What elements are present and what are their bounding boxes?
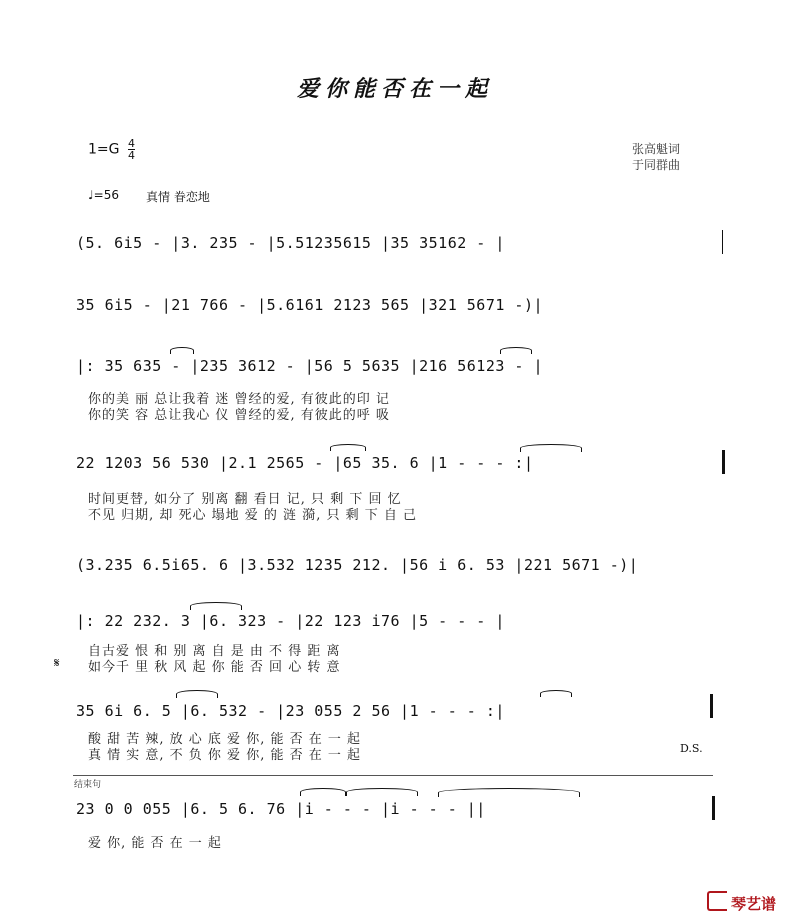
key-label: 1=G (88, 141, 120, 158)
segno-sign: 𝄋 (54, 656, 60, 671)
staff-row-6: |: 22 232. 3 |6. 323 - |22 123 i76 |5 - - - | (76, 612, 505, 630)
tie (300, 788, 346, 796)
lyrics-row-4-verse-1: 时间更替, 如分了 别离 翻 看日 记, 只 剩 下 回 忆 (88, 492, 402, 507)
dal-segno-mark: D.S. (680, 742, 703, 755)
lyrics-row-3-verse-1: 你的美 丽 总让我着 迷 曾经的爱, 有彼此的印 记 (88, 392, 390, 407)
brand-logo: 琴艺谱 (707, 891, 776, 914)
repeat-end-bar (722, 450, 725, 474)
staff-row-8: 23 0 0 055 |6. 5 6. 76 |i - - - |i - - - || (76, 800, 486, 818)
lyrics-row-4-verse-2: 不见 归期, 却 死心 塌地 爱 的 涟 漪, 只 剩 下 自 己 (88, 508, 417, 523)
tie (346, 788, 418, 796)
tie (500, 347, 532, 354)
staff-row-3: |: 35 635 - |235 3612 - |56 5 5635 |216 56123 - | (76, 357, 544, 375)
staff-row-1: (5. 6i5 - |3. 235 - |5.51235615 |35 35162 - | (76, 234, 505, 252)
tie (438, 788, 580, 797)
tie (330, 444, 366, 451)
tie (176, 690, 218, 698)
repeat-end-bar (710, 694, 713, 718)
lyrics-row-8: 爱 你, 能 否 在 一 起 (88, 836, 222, 851)
time-signature: $\frac{4}{4}$ (127, 137, 135, 162)
brand-icon (707, 891, 727, 911)
staff-row-2: 35 6i5 - |21 766 - |5.6161 2123 565 |321 5671 -)| (76, 296, 544, 314)
staff-row-4: 22 1203 56 530 |2.1 2565 - |65 35. 6 |1 - - - :| (76, 454, 534, 472)
staff-row-5: (3.235 6.5i65. 6 |3.532 1235 212. |56 i 6. 53 |221 5671 -)| (76, 556, 639, 574)
lyrics-row-7-verse-2: 真 情 实 意, 不 负 你 爱 你, 能 否 在 一 起 (88, 748, 361, 763)
composer-credit: 于同群曲 (632, 158, 681, 172)
tie (520, 444, 582, 452)
barline (722, 230, 723, 254)
expression-mark: 真情 眷恋地 (146, 190, 210, 204)
song-title: 爱你能否在一起 (296, 76, 493, 102)
lyrics-row-7-verse-1: 酸 甜 苦 辣, 放 心 底 爱 你, 能 否 在 一 起 (88, 732, 361, 747)
staff-row-7: 35 6i 6. 5 |6. 532 - |23 055 2 56 |1 - - - :| (76, 702, 505, 720)
lyrics-row-6-verse-1: 自古爱 恨 和 别 离 自 是 由 不 得 距 离 (88, 644, 341, 659)
key-signature (88, 138, 135, 161)
tie (190, 602, 242, 610)
lyrics-row-6-verse-2: 如今千 里 秋 风 起 你 能 否 回 心 转 意 (88, 660, 341, 675)
final-bar (712, 796, 715, 820)
tie (170, 347, 194, 354)
coda-label: 结束句 (74, 780, 102, 790)
tie (540, 690, 572, 697)
coda-bracket (73, 775, 713, 776)
tempo-mark: ♩=56 (88, 188, 119, 202)
lyrics-row-3-verse-2: 你的笑 容 总让我心 仪 曾经的爱, 有彼此的呼 吸 (88, 408, 390, 423)
lyricist-credit: 张高魁词 (632, 142, 681, 156)
